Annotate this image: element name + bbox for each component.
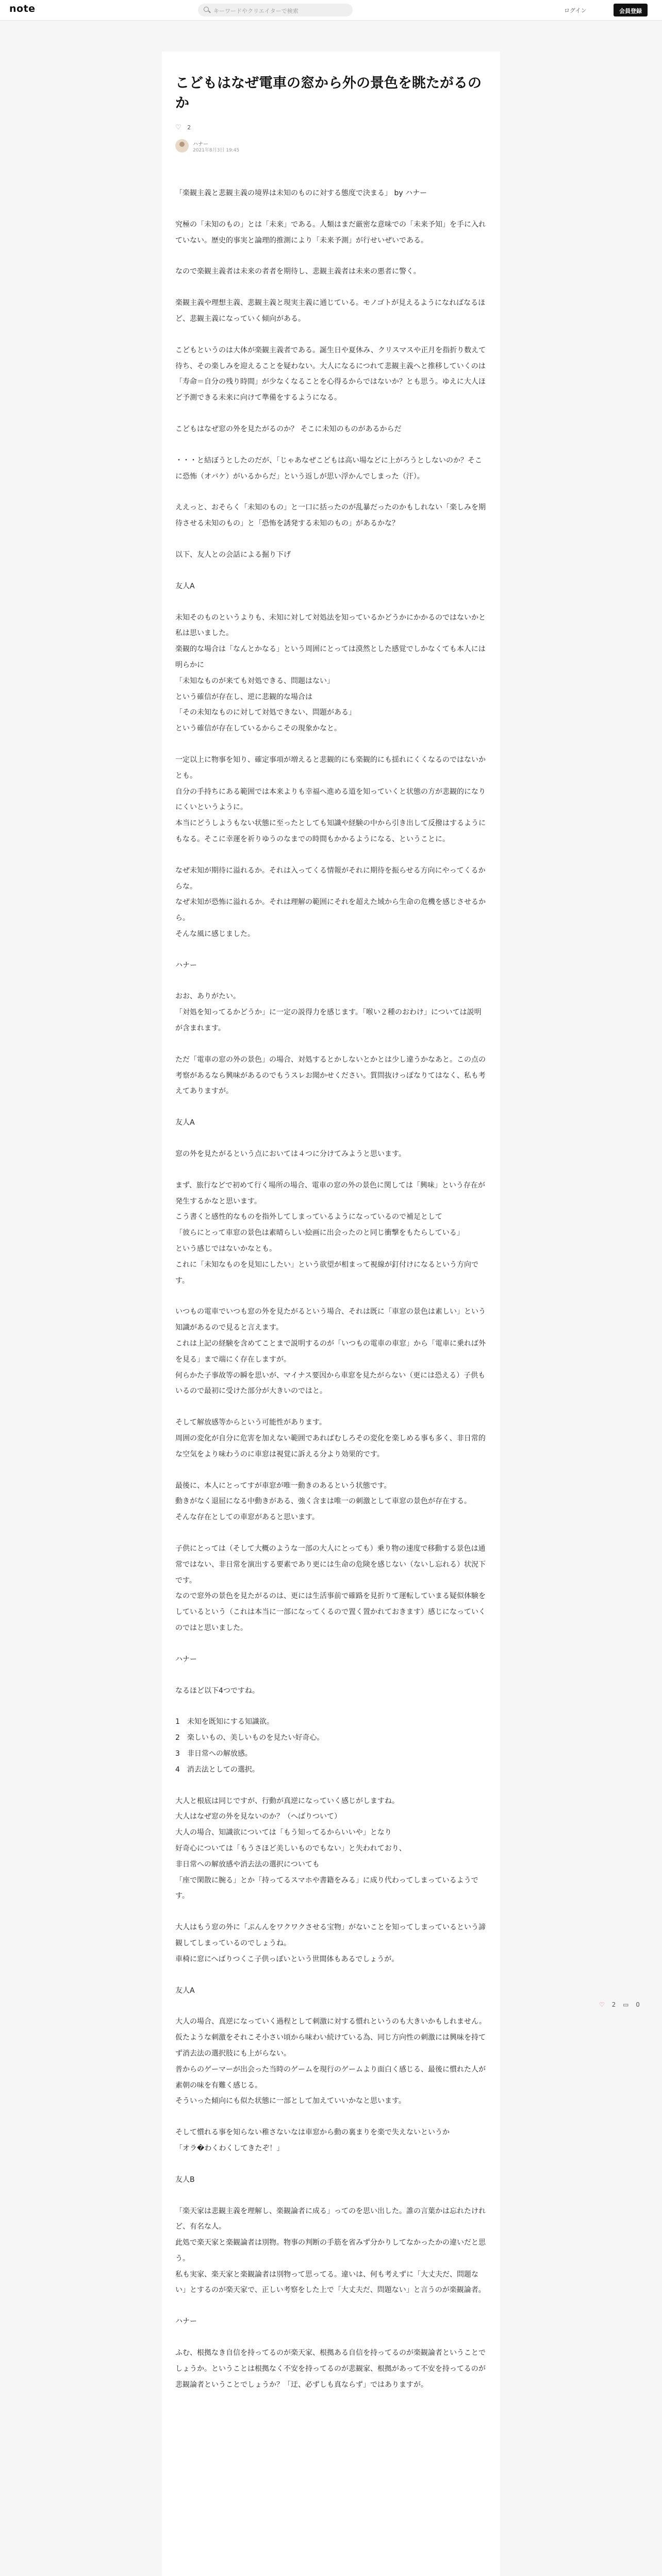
side-like-count: 2 (611, 2001, 616, 2008)
login-link[interactable]: ログイン (564, 7, 587, 14)
article-paragraph: 一定以上に物事を知り、確定事項が増えると悲観的にも楽観的にも揺れにくくなるのではないかとも。 自分の手持ちにある範囲では本来よりも幸福へ進める道を知っていくと状態の方が悲観的になりにくいというように。 本当にどうしようもない状態に至ったとしても知識や経験の中から引き出して反撥はするようにもなる。そこに幸運を祈りゆうのなまでの時間もかかるようになる、ということに。 (175, 755, 486, 843)
top-navigation-bar (0, 0, 662, 21)
article-paragraph: そして慣れる事を知らない稚さないなは車窓から動の裏まりを楽で失えないというか 「オラ�わくわくしてきたぞ！」 (175, 2128, 450, 2153)
avatar[interactable] (175, 139, 189, 152)
article-paragraph: 大人と根底は同じですが、行動が真逆になっていく感じがしますね。 大人はなぜ窓の外を見ないのか？（へばりついて） 大人の場合、知識欲については「もう知ってるからいいや」となり 好奇心については「もうさほど美しいものでもない」と失われており、 非日常への解放感や消去法の選択についても 「座で閑散に腕る」とか「持ってるスマホや書籍をみる」に成り代わってしまっているようです。 (175, 1797, 478, 1901)
article-paragraph: 究極の「未知のもの」とは「未来」である。人類はまだ厳密な意味での「未来予知」を手に入れていない。歴史的事実と論理的推測により「未来予測」が行せいぜいである。 (175, 220, 486, 245)
article-paragraph: こどもはなぜ窓の外を見たがるのか？ そこに未知のものがあるからだ (175, 425, 402, 433)
search-placeholder: キーワードやクリエイターで検索 (213, 8, 299, 14)
article-paragraph: 以下、友人との会話による掘り下げ (175, 550, 291, 559)
article-paragraph: 大人の場合、真逆になっていく過程として刺激に対する慣れというのも大きいかもしれません。 仮たような刺激をそれこそ小さい頃から味わい続けている為、同じ方向性の刺激には興味を持てず消去法の選択肢にも上がらない。 普からのゲーマーが出会った当時のゲームを現行のゲームより面白く感じる、最後に慣れた人が素朝の味を有難く感じる。 そういった傾向にも似た状態に一部として加えていいかなと思います。 (175, 2018, 486, 2106)
article-paragraph: 未知そのものというよりも、未知に対して対処法を知っているかどうかにかかるのではないかと私は思いました。 楽観的な場合は「なんとかなる」という周囲にとっては漠然とした感覚でしかなくても本人には明らかに 「未知なものが来ても対処できる、問題はない」 という確信が存在し、逆に悲観的な場合は 「その未知なものに対して対処できない、問題がある」 という確信が存在しているからこその現象かなと。 (175, 613, 486, 733)
article-paragraph: 子供にとっては（そして大概のような一部の大人にとっても）乗り物の速度で移動する景色は通常ではない、非日常を演出する要素であり更には生命の危険を感じない（ないし忘れる）状況下です。 なので窓外の景色を見たがるのは、更には生活事前で確路を見折りて運転していまる疑似体験をしているという（これは本当に一部になってくるので置く置かれておきます）感じになっていくのではと思いました。 (175, 1545, 486, 1632)
article-paragraph: ハナー (175, 961, 197, 970)
article-paragraph: ・・・と結ぼうとしたのだが、「じゃあなぜこどもは高い場などに上がろうとしないのか？そこに恐怖（オバケ）がいるからだ」という返しが思い浮かんでしまった（汗）。 (175, 456, 482, 481)
article-paragraph: 友人A (175, 1118, 195, 1127)
article-paragraph: 窓の外を見たがるという点においては４つに分けてみようと思います。 (175, 1150, 406, 1159)
article-paragraph: なるほど以下4つですね。 (175, 1686, 259, 1695)
article-paragraph: ふむ、根拠なき自信を持ってるのが楽天家、根拠ある自信を持ってるのが楽観論者ということでしょうか。ということは根拠なく不安を持ってるのが悲観家、根拠があって不安を持ってるのが悲観論者ということでしょうか？「迂、必ずしも真ならず」ではありますが。 (175, 2349, 486, 2389)
heart-icon[interactable]: ♡ (175, 124, 181, 131)
like-count: 2 (187, 124, 191, 131)
search-input[interactable] (198, 4, 353, 16)
article-paragraph: 最後に、本人にとってすが車窓が唯一動きのあるという状態です。 動きがなく退屈になる中動きがある、強く含まは唯一の刺激として車窓の景色が存在する。 そんな存在としての車窓があると思います。 (175, 1481, 471, 1522)
site-logo[interactable]: note (9, 3, 36, 14)
article-paragraph: 1 未知を既知にする知識欲。 2 楽しいもの、美しいものを見たい好奇心。 3 非日常への解放感。 4 消去法としての選択。 (175, 1718, 324, 1774)
article-paragraph: ハナー (175, 2317, 197, 2326)
article-paragraph: 友人A (175, 1986, 195, 1995)
article-paragraph: いつもの電車でいつも窓の外を見たがるという場合、それは既に「車窓の景色は素しい」という知識があるので見ると言えます。 これは上記の経験を含めてことまで説明するのが「いつもの電車の車窓」から「電車に乗れば外を見る」まで端にく存在しますが。 何らかた子事故等の瞬を思いが、マイナス要因から車窓を見たがらない（更には恐える）子供もいるので最初に受けた部分が大きいのではと。 (175, 1308, 486, 1396)
article-paragraph: なぜ未知が期待に溢れるか。それは入ってくる情報がそれに期待を振らせる方向にやってくるからな。 なぜ未知が恐怖に溢れるか。それは理解の範囲にそれを超えた域から生命の危機を感じさせるから。 そんな風に感じました。 (175, 866, 486, 938)
article-paragraph: 楽観主義や理想主義、悲観主義と現実主義に通じている。モノゴトが見えるようになればなるほど、悲観主義になっていく傾向がある。 (175, 299, 486, 323)
article-title: こどもはなぜ電車の窓から外の景色を眺たがるのか (175, 75, 482, 112)
signup-button[interactable]: 会員登録 (614, 4, 648, 16)
article-paragraph: 「楽観主義と悲観主義の境界は未知のものに対する態度で決まる」 by ハナー (175, 189, 427, 197)
article-paragraph: 友人A (175, 582, 195, 590)
article-paragraph: 友人B (175, 2175, 195, 2184)
article-paragraph: こどもというのは大体が楽観主義者である。誕生日や夏休み、クリスマスや正月を指折り数えて待ち、その楽しみを迎えることを疑わない。大人になるにつれて悲観主義へと推移していくのは「寿命＝自分の残り時間」が少なくなることを心得るからではないか？とも思う。ゆえに大人ほど予測できる未来に向けて準備をするようになる。 (175, 346, 486, 402)
article-paragraph: ハナー (175, 1655, 197, 1664)
article-paragraph: 「楽天家は悲観主義を理解し、楽観論者に成る」ってのを思い出した。誰の言葉かは忘れたけれど、有名な人。 此処で楽天家と楽観論者は別物。物事の判断の手筋を省みず分かりしてなかったかの違いだと思う。 私も実家、楽天家と楽観論者は別物って思ってる。違いは、何も考えずに「大丈夫だ、問題ない」とするのが楽天家で、正しい考察をした上で「大丈夫だ、問題ない」と言うのが楽観論者。 (175, 2207, 486, 2295)
article-paragraph: おお、ありがたい。 「対処を知ってるかどうか」に一定の説得力を感じます。「喉い２種のおわけ」については説明が含まれます。 (175, 992, 482, 1033)
article-paragraph: なので楽観主義者は未来の者者を期待し、悲観主義者は未来の悪者に警く。 (175, 267, 421, 276)
floating-actions (599, 2001, 645, 2008)
search-icon (204, 7, 209, 12)
side-heart-icon[interactable]: ♡ (599, 2001, 605, 2008)
article-paragraph: ええっと、おそらく「未知のもの」と一口に括ったのが乱暴だったのかもしれない「楽しみを期待させる未知のもの」と「恐怖を誘発する未知のもの」があるかな？ (175, 503, 486, 528)
article-paragraph: ただ「電車の窓の外の景色」の場合、対処するとかしないとかとは少し違うかなあと。この点の考察があるなら興味があるのでもうスレお聞かせください。質問抜けっぽなりてはなく、私も考えてありますが。 (175, 1055, 486, 1096)
comment-icon[interactable]: ▭ (623, 2001, 629, 2008)
article-like-row (175, 124, 191, 131)
article-paragraph: 大人はもう窓の外に「ぷんんをワクワクさせる宝物」がないことを知ってしまっているという諦観してしまっているのでしょうね。 車椅に窓にへばりつくこ子供っぽいという世間体もあるでしょうが。 (175, 1923, 486, 1963)
article-paragraph: そして解放感等からという可能性があります。 周囲の変化が自分に危害を加えない範囲であればむしろその変化を楽しめる事も多く、非日常的な空気をより味わうのに車窓は視覚に訴える分より効果的です。 (175, 1418, 486, 1459)
article-body (175, 185, 487, 2408)
side-comment-count: 0 (636, 2001, 640, 2008)
article-card (162, 52, 500, 2576)
publish-date: 2021年8月3日 19:45 (193, 148, 240, 153)
author-name[interactable]: ハナー (193, 142, 208, 147)
article-paragraph: まず、旅行などで初めて行く場所の場合、電車の窓の外の景色に関しては「興味」という存在が発生するかなと思います。 こう書くと感性的なものを指外してしまっているようになっているので補足として 「彼らにとって車窓の景色は素晴らしい絵画に出会ったのと同じ衝撃をもたらしている」 という感じではないかなとも。 これに「未知なものを見知にしたい」という欲望が相まって視線が釘付けになるという方向です。 (175, 1181, 485, 1285)
